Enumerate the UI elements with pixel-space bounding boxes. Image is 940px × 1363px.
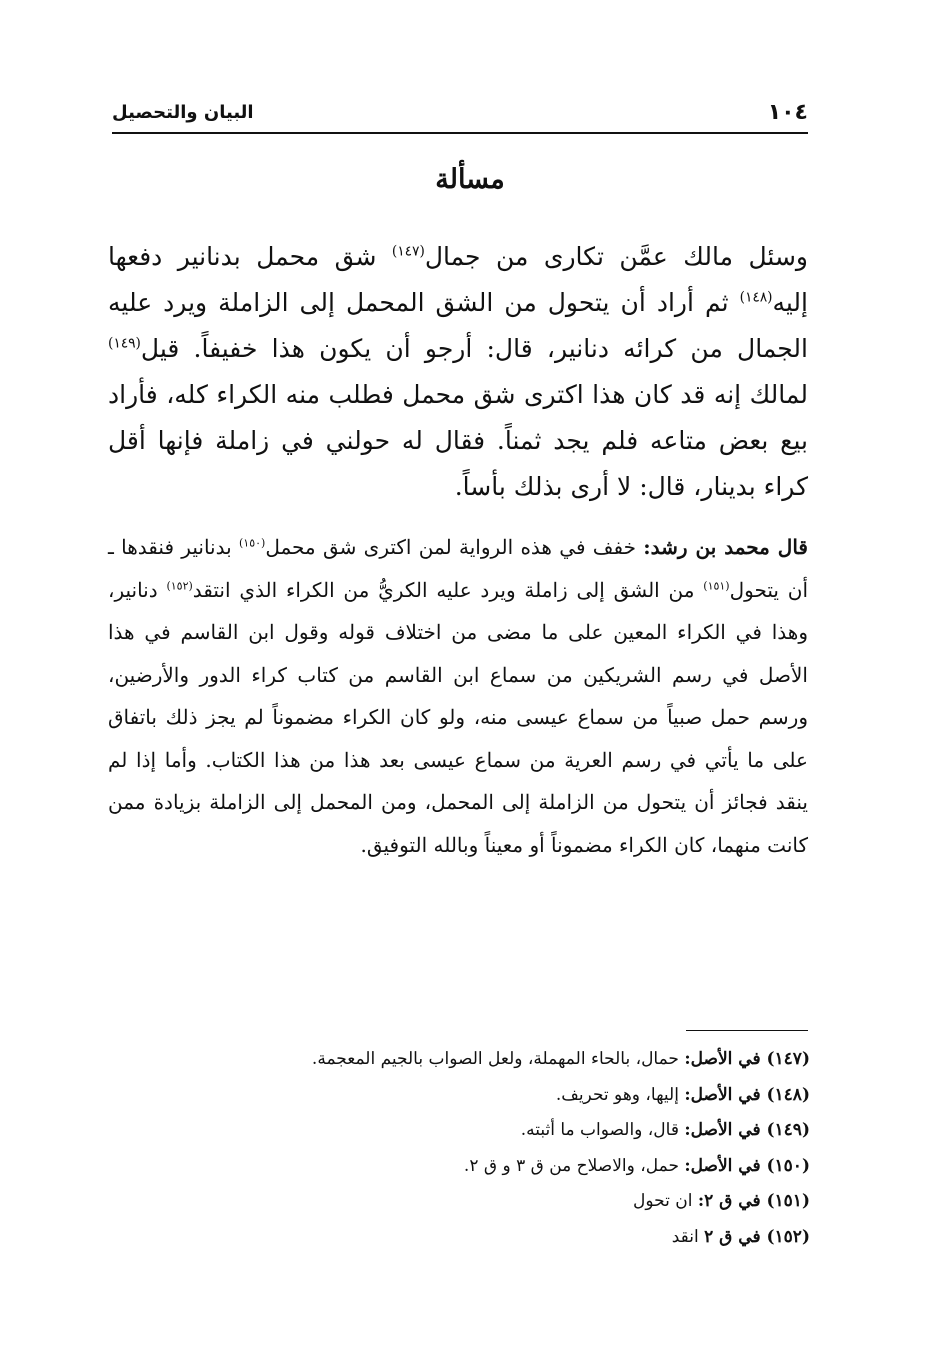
footnote-label: (١٥٠) في الأصل:	[684, 1155, 810, 1176]
footnote-label: (١٥٢) في ق ٢	[704, 1226, 810, 1247]
footnote-label: (١٤٧) في الأصل:	[684, 1049, 810, 1069]
paragraph-2-text-2: بدنانير فنقدها ـ أن يتحول	[108, 535, 809, 602]
footnote-text: قال، والصواب ما أثبته.	[520, 1120, 685, 1140]
footnote-item	[312, 1220, 810, 1256]
footnote-text: انقد	[671, 1226, 705, 1247]
footnote-ref-149: (١٤٩)	[108, 335, 141, 352]
footnote-ref-147: (١٤٧)	[391, 243, 425, 260]
footnote-ref-148: (١٤٨)	[739, 289, 773, 306]
footnote-item	[312, 1184, 810, 1220]
footnote-item	[312, 1042, 810, 1078]
footnote-item	[312, 1113, 810, 1149]
footnote-ref-151: (١٥١)	[703, 578, 730, 592]
page-number: ١٠٤	[767, 100, 808, 125]
footnote-text: حمال، بالحاء المهملة، ولعل الصواب بالجيم المعجمة.	[311, 1049, 685, 1069]
paragraph-1-text-2: شق محمل بدنانير دفعها إليه	[108, 242, 808, 317]
footnote-text: إليها، وهو تحريف.	[555, 1084, 685, 1105]
commentary-lead: قال محمد بن رشد:	[643, 535, 808, 559]
footnote-ref-150: (١٥٠)	[238, 536, 266, 550]
paragraph-1-text-4: لمالك إنه قد كان هذا اكترى شق محمل فطلب منه الكراء كله، فأراد بيع بعض متاعه فلم يجد ثمناً. فقال له حولني في زاملة فإنها أقل كراء بدينار، قال: لا أرى بذلك بأساً.	[108, 380, 808, 501]
paragraph-1-text-1: وسئل مالك عمَّن تكارى من جمال	[424, 242, 808, 271]
page-header	[112, 98, 808, 134]
footnote-text: ان تحول	[632, 1191, 698, 1211]
footnotes-list	[312, 1042, 810, 1255]
footnote-item	[312, 1149, 810, 1185]
paragraph-2	[108, 526, 808, 866]
footnote-item	[312, 1078, 810, 1114]
paragraph-2-text-4: دنانير، وهذا في الكراء المعين على ما مضى من اختلاف قوله وقول ابن القاسم في هذا الأصل في رسم الشريكين من سماع ابن القاسم من كتاب كراء الدور والأرضين، ورسم حمل صبياً من سماع عيسى منه، ولو كان الكراء مضموناً لم يجز ذلك باتفاق على ما يأتي في رسم العرية من سماع عيسى بعد هذا من هذا الكتاب. وأما إذا لم ينقد فجائز أن يتحول من الزاملة إلى المحمل، ومن المحمل إلى الزاملة بزيادة ممن كانت منهما، كان الكراء مضموناً أو معيناً وبالله التوفيق.	[108, 577, 808, 857]
paragraph-2-text-3: من الشق إلى زاملة ويرد عليه الكريُّ من الكراء الذي انتقد	[192, 577, 704, 602]
footnote-text: حمل، والاصلاح من ق ٣ و ق ٢.	[463, 1155, 685, 1176]
paragraph-1	[108, 234, 808, 510]
section-title: مسألة	[435, 164, 505, 195]
footnote-ref-152: (١٥٢)	[166, 578, 193, 592]
paragraph-1-text-3: ثم أراد أن يتحول من الشق المحمل إلى الزاملة ويرد عليه الجمال من كرائه دنانير، قال: أرجو أن يكون هذا خفيفاً. قيل	[108, 288, 808, 363]
running-title: البيان والتحصيل	[112, 102, 254, 123]
footnote-label: (١٤٩) في الأصل:	[684, 1120, 810, 1140]
footnote-divider	[686, 1030, 808, 1031]
footnote-label: (١٥١) في ق ٢:	[697, 1191, 810, 1211]
paragraph-2-text-1: خفف في هذه الرواية لمن اكترى شق محمل	[265, 535, 644, 559]
footnote-label: (١٤٨) في الأصل:	[684, 1084, 810, 1105]
